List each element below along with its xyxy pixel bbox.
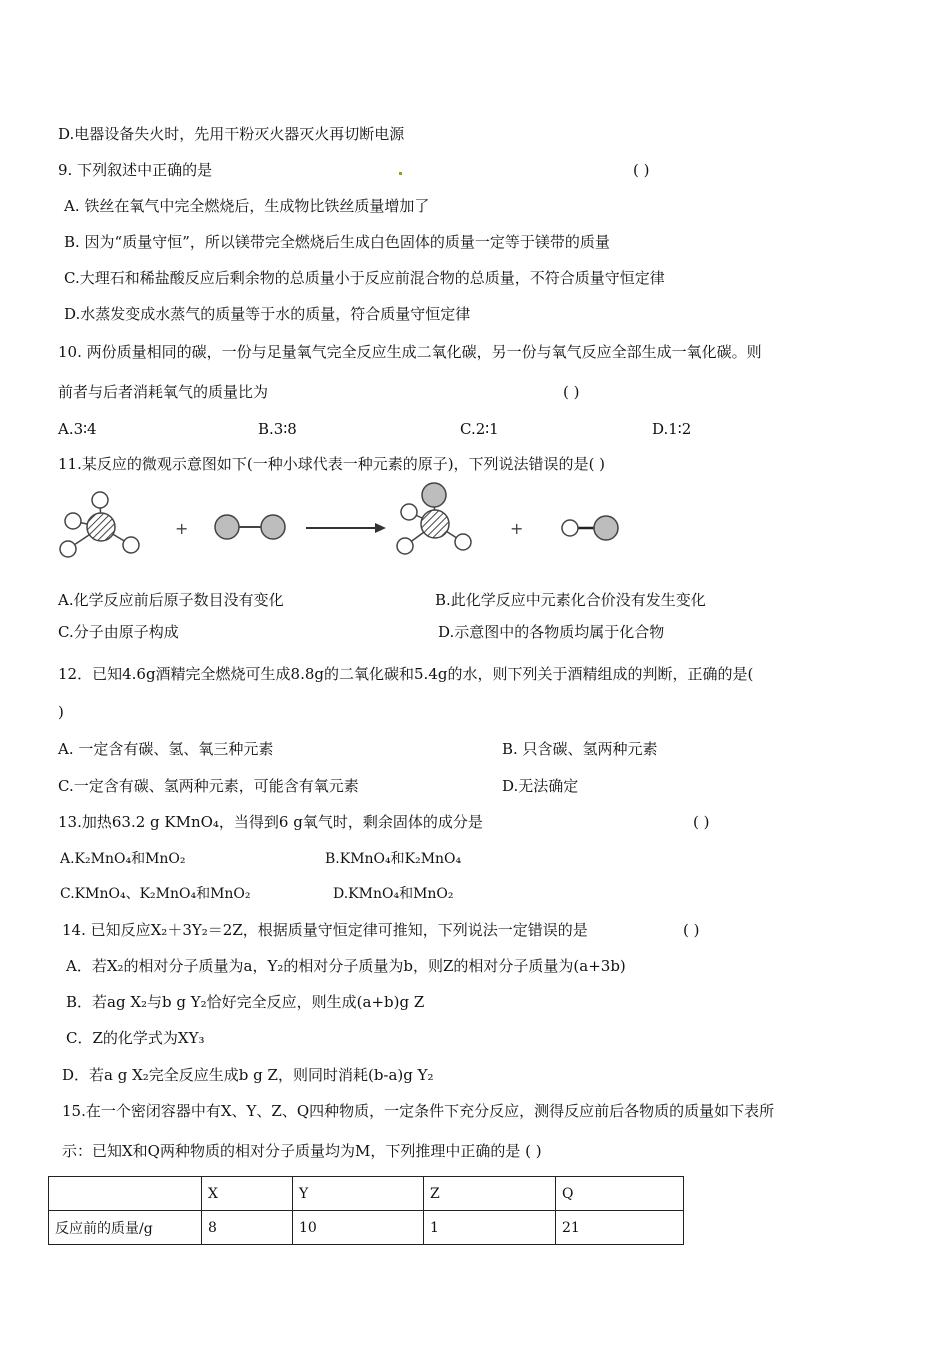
q15-stem-cont: 示：已知X和Q两种物质的相对分子质量均为M，下列推理中正确的是 ( ) [62, 1142, 542, 1160]
q14-option-c: C．Z的化学式为XY₃ [66, 1029, 205, 1047]
q13-option-d: D.KMnO₄和MnO₂ [333, 886, 454, 902]
q13-stem: 13.加热63.2 g KMnO₄，当得到6 g氧气时，剩余固体的成分是 [58, 813, 483, 831]
q10-stem: 10. 两份质量相同的碳，一份与足量氧气完全反应生成二氧化碳，另一份与氧气反应全部生成一氧化碳。则 [58, 343, 762, 361]
table-header-cell: Q [556, 1177, 684, 1211]
q15-stem: 15.在一个密闭容器中有X、Y、Z、Q四种物质，一定条件下充分反应，测得反应前后各物质的质量如下表所 [62, 1102, 775, 1120]
q12-option-b: B. 只含碳、氢两种元素 [502, 740, 658, 758]
q8-option-d: D.电器设备失火时，先用干粉灭火器灭火再切断电源 [58, 125, 405, 143]
q10-stem-cont: 前者与后者消耗氧气的质量比为 [58, 383, 269, 401]
q14-answer-blank: ( ) [683, 921, 700, 939]
q10-option-c: C.2∶1 [460, 420, 499, 438]
q11-stem: 11.某反应的微观示意图如下(一种小球代表一种元素的原子)，下列说法错误的是( ) [58, 455, 606, 473]
q14-option-d: D．若a g X₂完全反应生成b g Z，则同时消耗(b-a)g Y₂ [62, 1066, 434, 1084]
plus-sign: + [175, 519, 189, 538]
q10-option-d: D.1∶2 [652, 420, 692, 438]
q12-stem-close: ) [58, 703, 64, 721]
q10-option-b: B.3∶8 [258, 420, 297, 438]
q13-option-c: C.KMnO₄、K₂MnO₄和MnO₂ [60, 886, 251, 902]
product-molecule-2 [562, 516, 618, 540]
table-header-cell [49, 1177, 202, 1211]
q13-answer-blank: ( ) [693, 813, 710, 831]
reactant-molecule-2 [215, 515, 285, 539]
q11-option-b: B.此化学反应中元素化合价没有发生变化 [435, 591, 706, 609]
q14-option-b: B．若ag X₂与b g Y₂恰好完全反应，则生成(a+b)g Z [66, 993, 425, 1011]
q10-option-a: A.3∶4 [58, 420, 97, 438]
table-cell: 21 [556, 1211, 684, 1245]
q12-option-c: C.一定含有碳、氢两种元素，可能含有氧元素 [58, 777, 359, 795]
q13-option-a: A.K₂MnO₄和MnO₂ [60, 851, 186, 867]
table-header-cell: X [202, 1177, 293, 1211]
q14-stem: 14. 已知反应X₂＋3Y₂＝2Z，根据质量守恒定律可推知，下列说法一定错误的是 [62, 921, 588, 939]
table-cell: 8 [202, 1211, 293, 1245]
product-molecule-1 [397, 483, 471, 554]
plus-sign: + [510, 519, 524, 538]
q12-stem: 12．已知4.6g酒精完全燃烧可生成8.8g的二氧化碳和5.4g的水，则下列关于酒精组成的判断，正确的是( [58, 665, 754, 683]
q11-option-a: A.化学反应前后原子数目没有变化 [58, 591, 284, 609]
q12-option-a: A. 一定含有碳、氢、氧三种元素 [58, 740, 274, 758]
speck-mark [399, 172, 402, 175]
reactant-molecule-1 [60, 492, 139, 557]
q9-option-b: B. 因为“质量守恒”，所以镁带完全燃烧后生成白色固体的质量一定等于镁带的质量 [64, 233, 610, 251]
q9-option-d: D.水蒸发变成水蒸气的质量等于水的质量，符合质量守恒定律 [64, 305, 471, 323]
mass-table [48, 1176, 684, 1245]
q12-option-d: D.无法确定 [502, 777, 579, 795]
table-header-row [49, 1177, 684, 1211]
q10-answer-blank: ( ) [563, 383, 580, 401]
q9-option-c: C.大理石和稀盐酸反应后剩余物的总质量小于反应前混合物的总质量，不符合质量守恒定律 [64, 269, 665, 287]
table-cell: 10 [293, 1211, 424, 1245]
q9-stem: 9. 下列叙述中正确的是 [58, 161, 213, 179]
q13-option-b: B.KMnO₄和K₂MnO₄ [325, 851, 462, 867]
reaction-diagram [0, 482, 950, 582]
table-header-cell: Z [424, 1177, 556, 1211]
table-cell: 1 [424, 1211, 556, 1245]
q11-option-d: D.示意图中的各物质均属于化合物 [438, 623, 665, 641]
reaction-arrow [306, 523, 386, 533]
q9-answer-blank: ( ) [633, 161, 650, 179]
table-cell: 反应前的质量/g [49, 1211, 202, 1245]
q11-option-c: C.分子由原子构成 [58, 623, 179, 641]
q14-option-a: A．若X₂的相对分子质量为a，Y₂的相对分子质量为b，则Z的相对分子质量为(a+3b) [66, 957, 626, 975]
table-header-cell: Y [293, 1177, 424, 1211]
table-row [49, 1211, 684, 1245]
q9-option-a: A. 铁丝在氧气中完全燃烧后，生成物比铁丝质量增加了 [64, 197, 430, 215]
